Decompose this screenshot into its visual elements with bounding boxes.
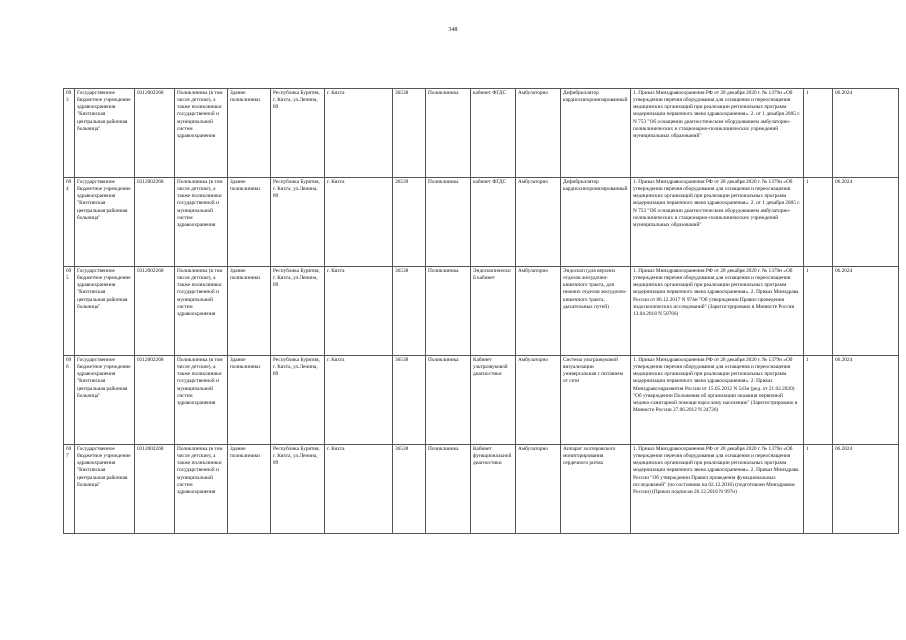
cell-org: Государственное бюджетное учреждение здравоохранения "Кяхтинская центральная районная больница" [75, 356, 135, 445]
cell-building: Здание поликлиники [228, 267, 271, 356]
cell-room: Кабинет функциональной диагностики [471, 445, 516, 534]
cell-equipment: Аппарат холтеровского мониторирования сердечного ритма [561, 445, 631, 534]
cell-dept: Поликлиника [426, 267, 471, 356]
table-row [64, 445, 899, 534]
cell-room: кабинет ФГДС [471, 178, 516, 267]
cell-building: Здание поликлиники [228, 89, 271, 178]
cell-equipment: Система ультразвуковой визуализации универсальная с питанием от сети [561, 356, 631, 445]
cell-city: г. Кяхта [325, 445, 393, 534]
cell-equipment: Эндоскоп (для верхних отделов желудочно-кишечного тракта, для нижних отделов желудочно-кишечного тракта, дыхательных путей) [561, 267, 631, 356]
cell-num: 696 [64, 356, 75, 445]
cell-org: Государственное бюджетное учреждение здравоохранения "Кяхтинская центральная районная больница" [75, 178, 135, 267]
cell-care: Амбулаторно [516, 267, 561, 356]
page-number: 348 [448, 27, 458, 33]
cell-org: Государственное бюджетное учреждение здравоохранения "Кяхтинская центральная районная больница" [75, 445, 135, 534]
cell-qty: 1 [804, 178, 833, 267]
cell-basis: 1. Приказ Минздравоохранения РФ от 28 декабря 2020 г. № 1379н «Об утверждении перечня оборудования для оснащения и переоснащения медицинских организаций при реализации региональных программ модернизации первичного звена здравоохранения». 2. Приказ Минздрава России от 06.12.2017 N 974н "Об утверждении Правил проведения эндоскопических исследований" (Зарегистрировано в Минюсте России 13.04.2018 N 50766) [631, 267, 804, 356]
cell-care: Амбулаторно [516, 89, 561, 178]
cell-equipment: Дефибриллятор кардиосинхронизированный [561, 89, 631, 178]
table-row [64, 267, 899, 356]
table-row [64, 178, 899, 267]
cell-address: Республика Бурятия, г. Кяхта, ул.Ленина, 89 [271, 89, 325, 178]
cell-unit: Поликлиника (в том числе детские), а также поликлиники государственной и муниципальной систем здравоохранения [175, 89, 228, 178]
cell-org: Государственное бюджетное учреждение здравоохранения "Кяхтинская центральная районная больница" [75, 89, 135, 178]
cell-unit: Поликлиника (в том числе детские), а также поликлиники государственной и муниципальной систем здравоохранения [175, 178, 228, 267]
cell-date: 06.2024 [833, 356, 899, 445]
cell-equipment: Дефибриллятор кардиосинхронизированный [561, 178, 631, 267]
cell-unit: Поликлиника (в том числе детские), а также поликлиники государственной и муниципальной систем здравоохранения [175, 267, 228, 356]
cell-care: Амбулаторно [516, 445, 561, 534]
cell-dept: Поликлиника [426, 356, 471, 445]
cell-code: 36538 [393, 267, 426, 356]
cell-code: 36538 [393, 356, 426, 445]
cell-care: Амбулаторно [516, 178, 561, 267]
cell-num: 694 [64, 178, 75, 267]
cell-org: Государственное бюджетное учреждение здравоохранения "Кяхтинская центральная районная больница" [75, 267, 135, 356]
cell-basis: 1. Приказ Минздравоохранения РФ от 28 декабря 2020 г. № 1379н «Об утверждении перечня оборудования для оснащения и переоснащения медицинских организаций при реализации региональных программ модернизации первичного звена здравоохранения». 2. Приказ Минздрава России "Об утверждении Правил проведения функциональных исследований" (по состоянию на 02.12.2016) (подготовлен Минздравом России) (Приказ подписан 26.12.2016 N 997н) [631, 445, 804, 534]
cell-inn: 0312002268 [135, 445, 175, 534]
cell-basis: 1. Приказ Минздравоохранения РФ от 28 декабря 2020 г. № 1379н «Об утверждении перечня оборудования для оснащения и переоснащения медицинских организаций при реализации региональных программ модернизации первичного звена здравоохранения». 2. Приказ Минздравсоцразвития России от 15.05.2012 N 543н (ред. от 21.02.2020) "Об утверждении Положения об организации оказания первичной медико-санитарной помощи взрослому населению" (Зарегистрировано в Минюсте России 27.06.2012 N 24726) [631, 356, 804, 445]
cell-inn: 0312002268 [135, 178, 175, 267]
cell-room: Эндоскопический кабинет [471, 267, 516, 356]
cell-inn: 0312002268 [135, 89, 175, 178]
cell-date: 06.2024 [833, 178, 899, 267]
cell-qty: 1 [804, 267, 833, 356]
cell-date: 06.2024 [833, 267, 899, 356]
cell-basis: 1. Приказ Минздравоохранения РФ от 28 декабря 2020 г. № 1379н «Об утверждении перечня оборудования для оснащения и переоснащения медицинских организаций при реализации региональных программ модернизации первичного звена здравоохранения». 2. от 1 декабря 2005 г. N 753 "Об оснащении диагностическим оборудованием амбулаторно-поликлинических и стационарно-поликлинических учреждений муниципальных образований" [631, 89, 804, 178]
table-row [64, 356, 899, 445]
cell-num: 695 [64, 267, 75, 356]
cell-dept: Поликлиника [426, 178, 471, 267]
cell-inn: 0312002268 [135, 267, 175, 356]
cell-code: 36539 [393, 178, 426, 267]
cell-city: г. Кяхта [325, 89, 393, 178]
cell-unit: Поликлиника (в том числе детские), а также поликлиники государственной и муниципальной систем здравоохранения [175, 445, 228, 534]
cell-city: г. Кяхта [325, 356, 393, 445]
cell-code: 36538 [393, 445, 426, 534]
cell-room: Кабинет ультразвуковой диагностики [471, 356, 516, 445]
cell-num: 697 [64, 445, 75, 534]
cell-city: г. Кяхта [325, 178, 393, 267]
cell-address: Республика Бурятия, г. Кяхта, ул.Ленина, 89 [271, 445, 325, 534]
cell-city: г. Кяхта [325, 267, 393, 356]
cell-dept: Поликлиника [426, 89, 471, 178]
cell-care: Амбулаторно [516, 356, 561, 445]
cell-dept: Поликлиника [426, 445, 471, 534]
cell-room: кабинет ФГДС [471, 89, 516, 178]
cell-qty: 1 [804, 89, 833, 178]
cell-address: Республика Бурятия, г. Кяхта, ул.Ленина, 89 [271, 178, 325, 267]
cell-qty: 1 [804, 445, 833, 534]
cell-date: 06.2024 [833, 89, 899, 178]
cell-basis: 1. Приказ Минздравоохранения РФ от 28 декабря 2020 г. № 1379н «Об утверждении перечня оборудования для оснащения и переоснащения медицинских организаций при реализации региональных программ модернизации первичного звена здравоохранения». 2. от 1 декабря 2005 г. N 753 "Об оснащении диагностическим оборудованием амбулаторно-поликлинических и стационарно-поликлинических учреждений муниципальных образований" [631, 178, 804, 267]
cell-building: Здание поликлиники [228, 178, 271, 267]
cell-building: Здание поликлиники [228, 445, 271, 534]
cell-building: Здание поликлиники [228, 356, 271, 445]
cell-date: 06.2024 [833, 445, 899, 534]
cell-num: 693 [64, 89, 75, 178]
cell-address: Республика Бурятия, г. Кяхта, ул.Ленина, 89 [271, 267, 325, 356]
cell-unit: Поликлиника (в том числе детские), а также поликлиники государственной и муниципальной систем здравоохранения [175, 356, 228, 445]
equipment-table [63, 88, 899, 534]
cell-inn: 0312002268 [135, 356, 175, 445]
cell-qty: 1 [804, 356, 833, 445]
cell-code: 36538 [393, 89, 426, 178]
cell-address: Республика Бурятия, г. Кяхта, ул.Ленина, 89 [271, 356, 325, 445]
table-row [64, 89, 899, 178]
